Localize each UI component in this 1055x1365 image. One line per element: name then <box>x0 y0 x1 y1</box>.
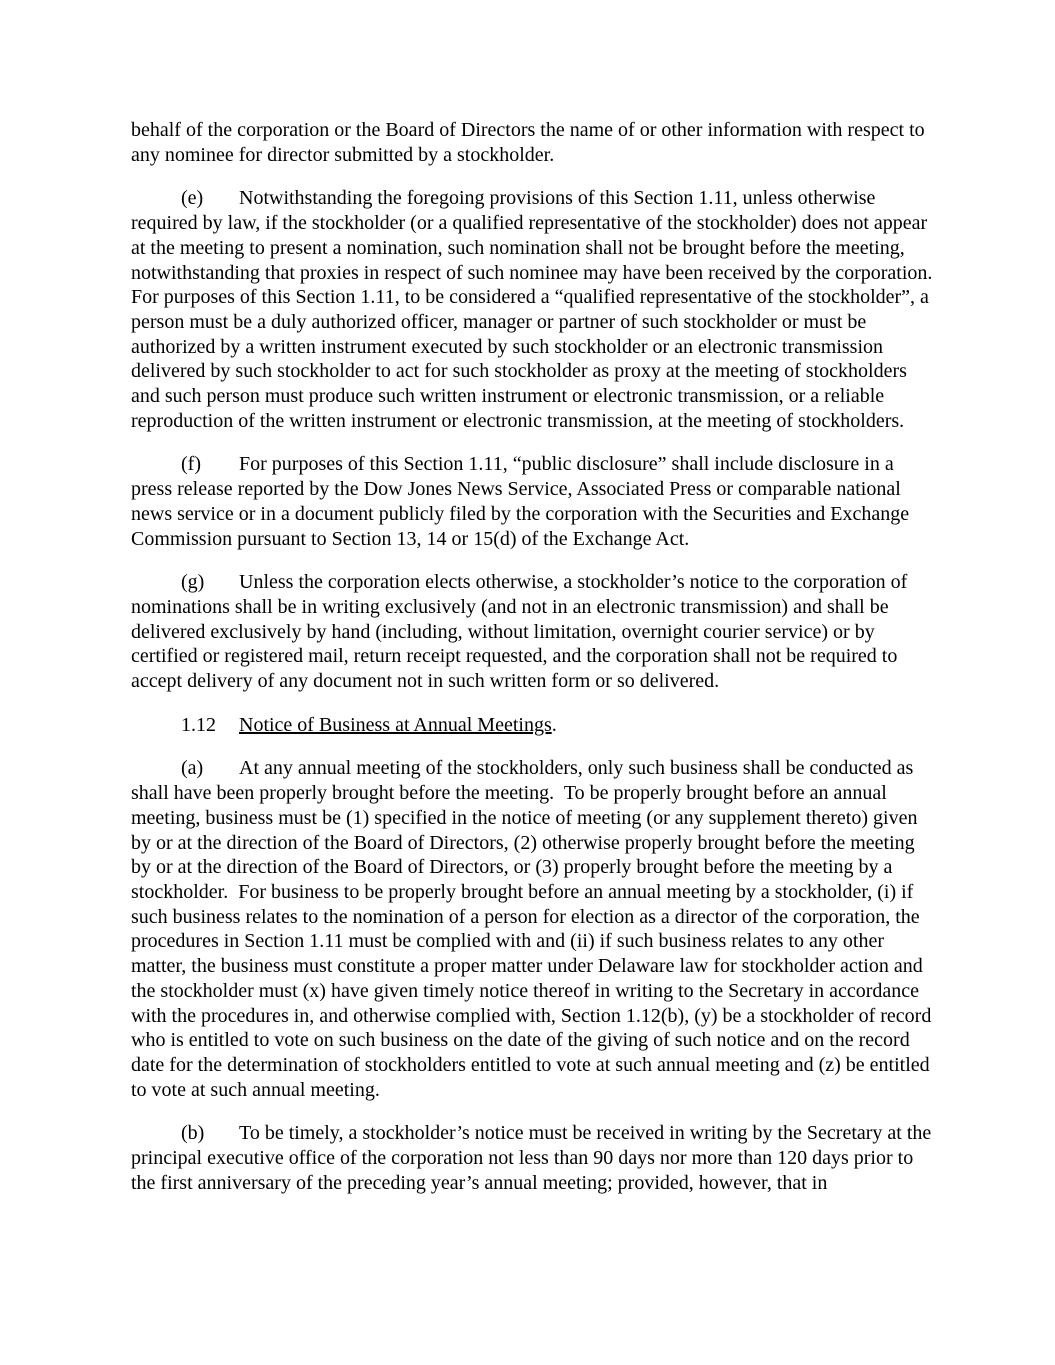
paragraph-label: (e) <box>181 187 204 210</box>
paragraph-continuation <box>131 118 933 167</box>
paragraph-b <box>131 1121 937 1195</box>
paragraph-text: To be timely, a stockholder’s notice must be received in writing by the Secretary at the principal executive office of the corporation not less than 90 days nor more than 120 days prior to the first anniversary of the preceding year’s annual meeting; provided, however, that in <box>131 1122 937 1194</box>
paragraph-f <box>131 452 933 551</box>
paragraph-label: (f) <box>181 453 201 476</box>
paragraph-label: (b) <box>181 1122 205 1145</box>
paragraph-text: Notwithstanding the foregoing provisions of this Section 1.11, unless otherwise required by law, if the stockholder (or a qualified representative of the stockholder) does not appear at the meeting to present a nomination, such nomination shall not be brought before the meeting, notwithstanding that proxies in respect of such nominee may have been received by the corporation. For purposes of this Section 1.11, to be considered a “qualified representative of the stockholder”, a person must be a duly authorized officer, manager or partner of such stockholder or must be authorized by a written instrument executed by such stockholder or an electronic transmission delivered by such stockholder to act for such stockholder as proxy at the meeting of stockholders and such person must produce such written instrument or electronic transmission, or a reliable reproduction of the written instrument or electronic transmission, at the meeting of stockholders. <box>131 187 943 432</box>
paragraph-label: (g) <box>181 571 205 594</box>
paragraph-a <box>131 756 937 1102</box>
section-number: 1.12 <box>181 713 216 736</box>
paragraph-text: At any annual meeting of the stockholders, only such business shall be conducted as shall have been properly brought before the meeting. To be properly brought before an annual meeting, business must be (1) specified in the notice of meeting (or any supplement thereto) given by or at the direction of the Board of Directors, (2) otherwise properly brought before the meeting by or at the direction of the Board of Directors, or (3) properly brought before the meeting by a stockholder. For business to be properly brought before an annual meeting by a stockholder, (i) if such business relates to the nomination of a person for election as a director of the corporation, the procedures in Section 1.11 must be complied with and (ii) if such business relates to any other matter, the business must constitute a proper matter under Delaware law for stockholder action and the stockholder must (x) have given timely notice thereof in writing to the Secretary in accordance with the procedures in, and otherwise complied with, Section 1.12(b), (y) be a stockholder of record who is entitled to vote on such business on the date of the giving of such notice and on the record date for the determination of stockholders entitled to vote at such annual meeting and (z) be entitled to vote at such annual meeting. <box>131 757 937 1101</box>
paragraph-g <box>131 570 933 694</box>
paragraph-text: behalf of the corporation or the Board of Directors the name of or other information with respect to any nominee for director submitted by a stockholder. <box>131 119 930 166</box>
paragraph-label: (a) <box>181 757 204 780</box>
section-heading-1-12 <box>131 713 933 738</box>
section-title: Notice of Business at Annual Meetings <box>239 713 552 736</box>
section-title-suffix: . <box>551 713 557 736</box>
paragraph-text: Unless the corporation elects otherwise, a stockholder’s notice to the corporation of nominations shall be in writing exclusively (and not in an electronic transmission) and shall be delivered exclusively by hand (including, without limitation, overnight courier service) or by certified or registered mail, return receipt requested, and the corporation shall not be required to accept delivery of any document not in such written form or so delivered. <box>131 571 913 693</box>
paragraph-text: For purposes of this Section 1.11, “public disclosure” shall include disclosure in a press release reported by the Dow Jones News Service, Associated Press or comparable national news service or in a document publicly filed by the corporation with the Securities and Exchange Commission pursuant to Section 13, 14 or 15(d) of the Exchange Act. <box>131 453 915 550</box>
paragraph-e <box>131 186 943 433</box>
